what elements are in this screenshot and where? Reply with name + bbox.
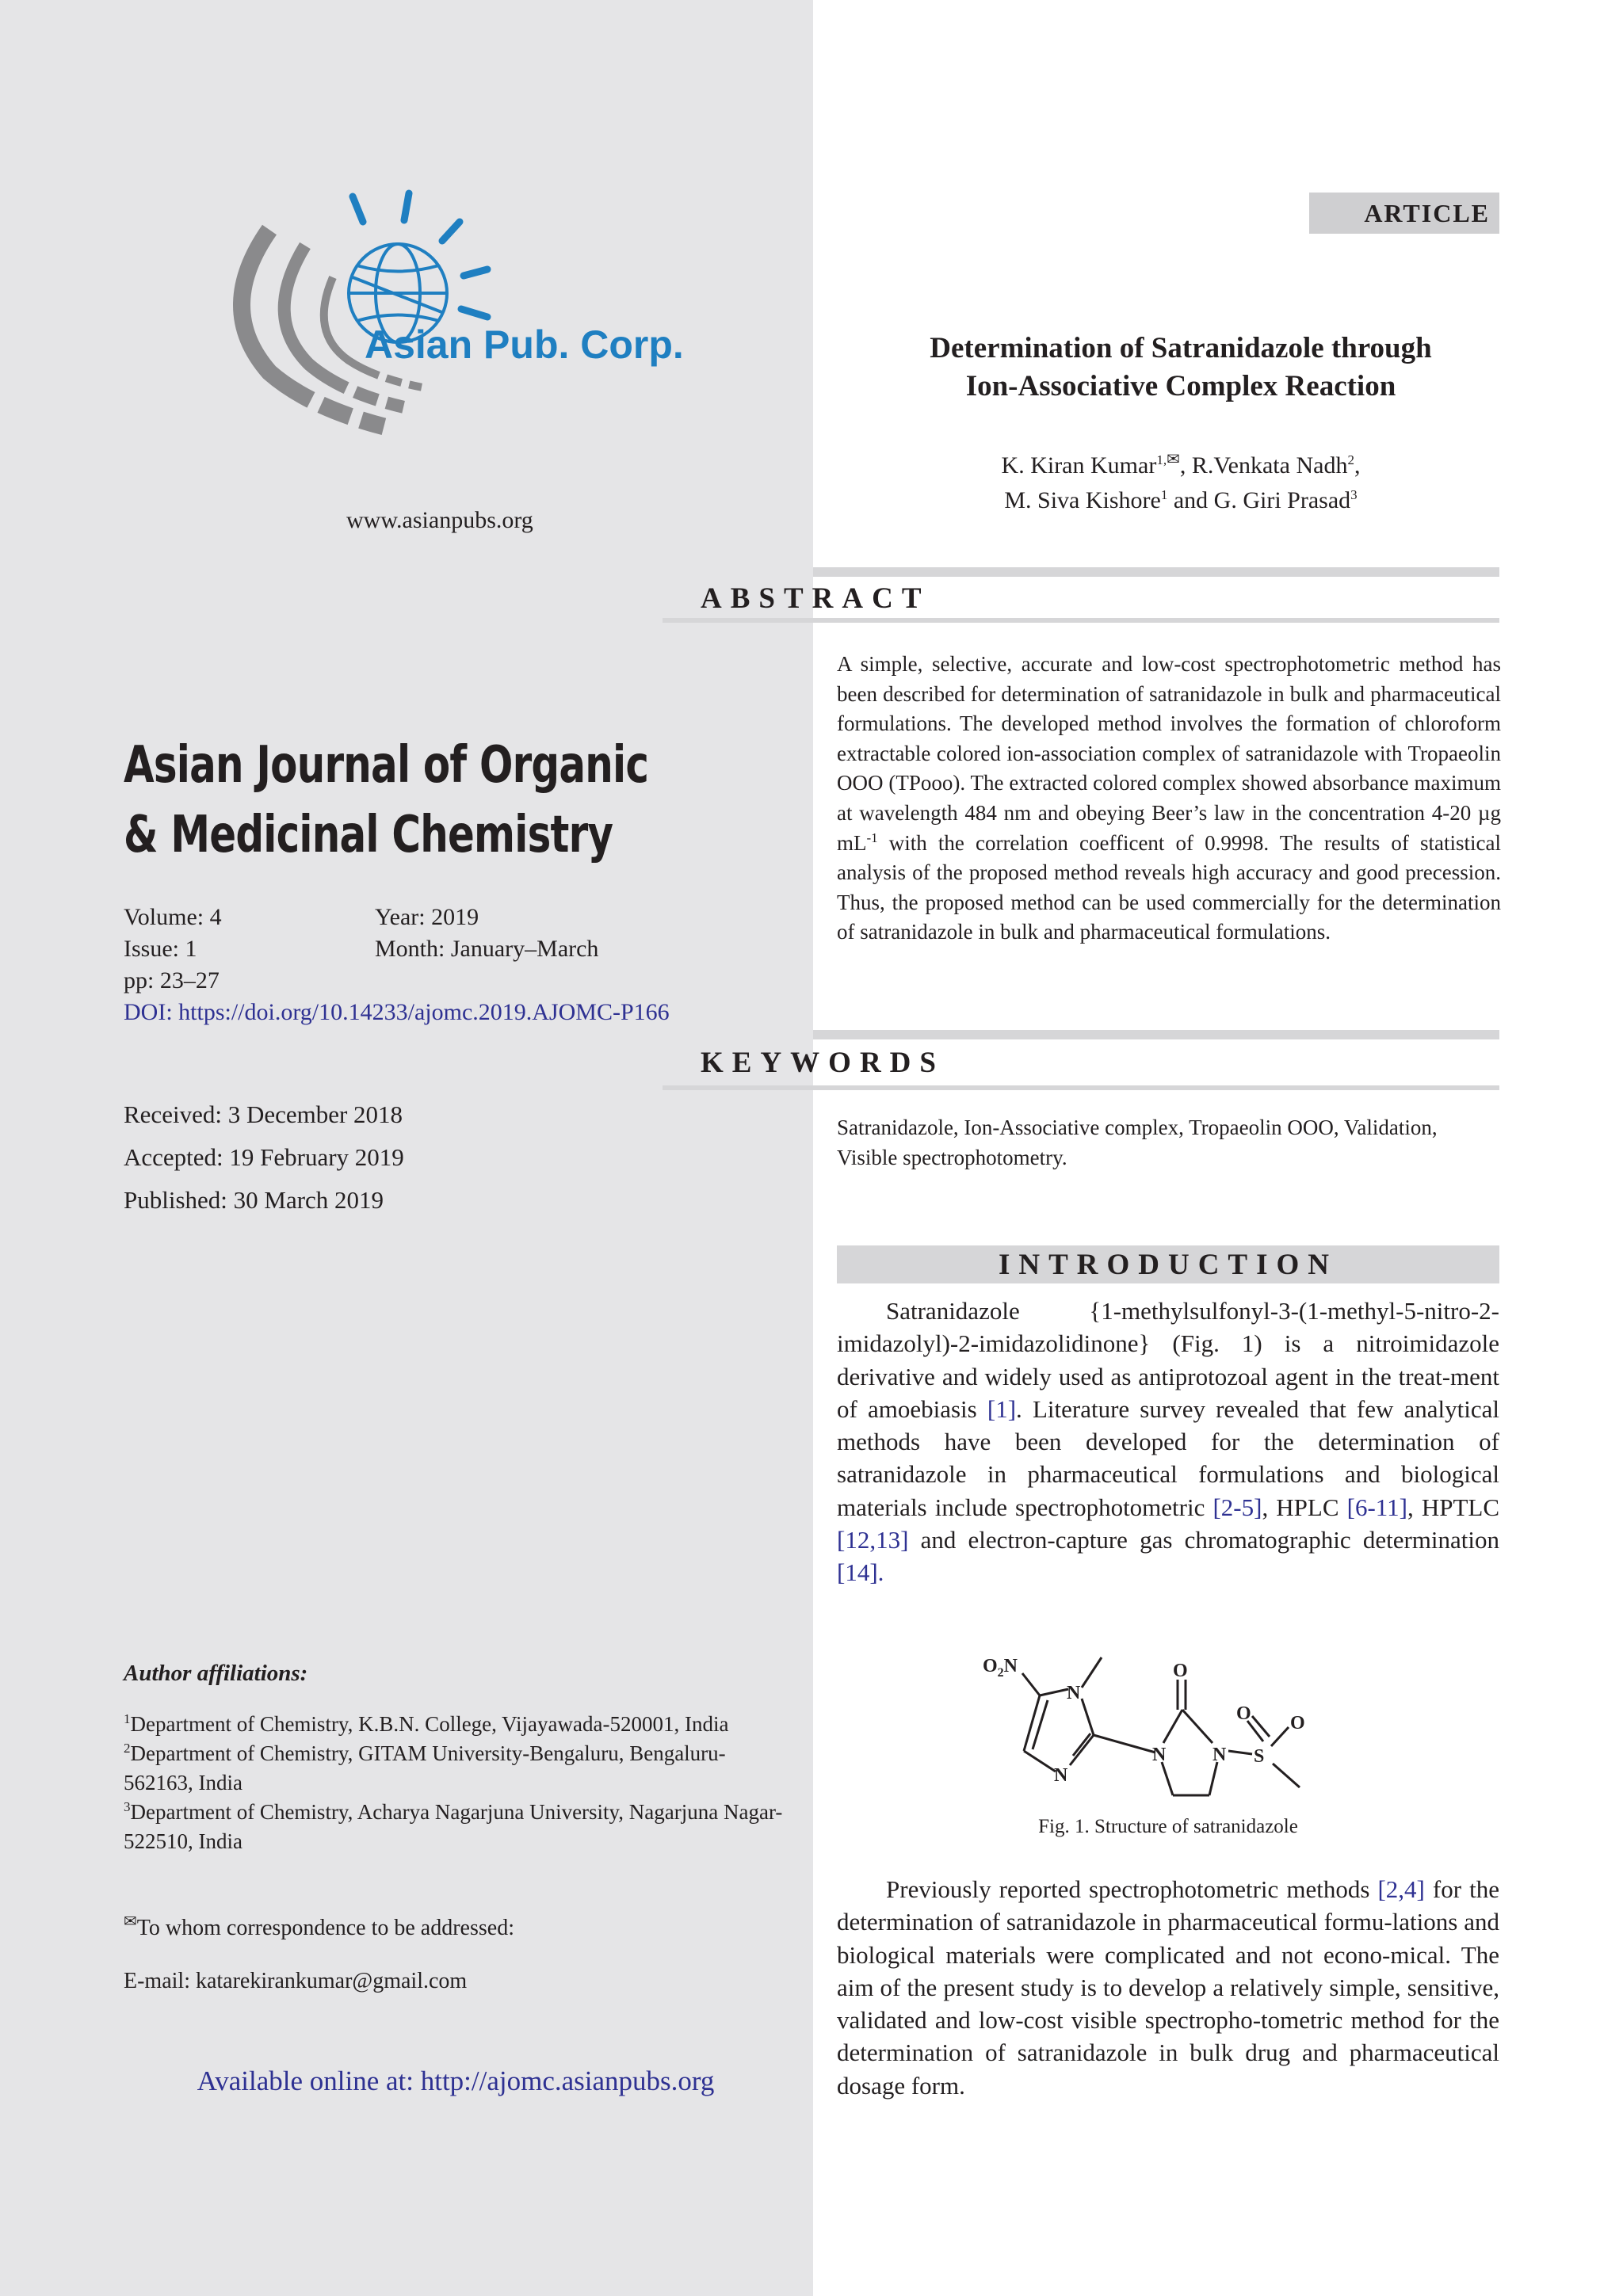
figure-caption: Fig. 1. Structure of satranidazole (1038, 1816, 1298, 1837)
author-affil-sup: 2 (1347, 452, 1354, 467)
atom-o: O (1236, 1703, 1251, 1724)
author-name: G. Giri Prasad (1213, 487, 1351, 513)
citation-link[interactable]: [2-5] (1212, 1493, 1262, 1521)
keywords-heading: KEYWORDS (701, 1047, 945, 1079)
author-name: R.Venkata Nadh (1191, 452, 1348, 479)
title-line-2: Ion-Associative Complex Reaction (965, 370, 1396, 402)
author-line-1: K. Kiran Kumar$^{1,✉}$, R.Venkata Nadh$^2$, (1001, 451, 1361, 479)
available-online-link[interactable]: Available online at: http://ajomc.asianpubs.org (197, 2065, 715, 2096)
keywords-divider (813, 1030, 1499, 1039)
journal-title-line-1: Asian Journal of Organic (124, 736, 649, 795)
envelope-icon: ✉ (124, 1913, 137, 1931)
journal-title (124, 730, 648, 870)
affiliations-heading: Author affiliations: (124, 1661, 308, 1686)
publisher-logo (214, 182, 705, 467)
citation-link[interactable]: [1] (987, 1394, 1017, 1423)
affiliation-item: $^3$Department of Chemistry, Acharya Nagarjuna University, Nagarjuna Nagar-522510, India (124, 1799, 783, 1853)
journal-month: Month: January–March (375, 936, 599, 962)
publication-dates (124, 1093, 404, 1222)
journal-year: Year: 2019 (375, 904, 479, 930)
introduction-paragraph-2: Previously reported spectrophotometric methods [2,4] for the determination of satranidazole in pharmaceutical formu-lations and biological materials were complicated and not econo-mical. The aim of the present study is to develop a relatively simple, sensitive, validated and low-cost visible spectropho-tometric method for the determination of satranidazole in bulk drug and pharmaceutical dosage form. (837, 1875, 1499, 2100)
citation-link[interactable]: [14] (837, 1558, 878, 1587)
author-affil-sup: 3 (1350, 487, 1358, 502)
author-affil-sup: 1 (1160, 487, 1168, 502)
abstract-divider (813, 567, 1499, 577)
satranidazole-structure (975, 1632, 1387, 1806)
article-title (824, 330, 1537, 406)
atom-s: S (1254, 1746, 1265, 1767)
journal-title-line-2: & Medicinal Chemistry (124, 806, 613, 864)
publisher-website[interactable]: www.asianpubs.org (346, 507, 533, 533)
journal-volume: Volume: 4 (124, 904, 222, 930)
envelope-icon: ✉ (1167, 451, 1180, 468)
keywords-divider (663, 1085, 1499, 1090)
atom-n: N (1152, 1745, 1167, 1765)
citation-link[interactable]: [2,4] (1377, 1875, 1425, 1903)
author-affil-sup: 1,✉ (1156, 451, 1180, 468)
citation-link[interactable]: [6-11] (1346, 1493, 1407, 1521)
title-line-1: Determination of Satranidazole through (930, 332, 1432, 364)
introduction-heading: INTRODUCTION (837, 1245, 1499, 1283)
article-type-badge: ARTICLE (1309, 193, 1499, 234)
correspondence-note: ✉To whom correspondence to be addressed: (124, 1913, 514, 1940)
atom-n: N (1212, 1745, 1227, 1765)
received-date: Received: 3 December 2018 (124, 1100, 403, 1128)
journal-pages: pp: 23–27 (124, 967, 220, 994)
published-date: Published: 30 March 2019 (124, 1186, 384, 1214)
atom-o: O (1173, 1661, 1188, 1681)
author-name: K. Kiran Kumar (1001, 452, 1157, 479)
atom-n: N (1054, 1765, 1068, 1786)
atom-o: O (1290, 1713, 1305, 1733)
affiliations-list (124, 1710, 783, 1856)
atom-n: N (1067, 1683, 1081, 1703)
logo-text: Asian Pub. Corp. (365, 322, 684, 367)
atom-o2n: $O_2N$ (983, 1656, 1018, 1680)
abstract-text: A simple, selective, accurate and low-cost spectrophotometric method has been described for determination of satranidazole in bulk and pharmaceutical formulations. The developed method involves the formation of chloroform extractable colored ion-association complex of satranidazole with Tropaeolin OOO (TPooo). The extracted colored complex showed absorbance maximum at wavelength 484 nm and obeying Beer’s law in the concentration 4-20 µg $mL^{-1}$ with the correlation coefficent of 0.9998. The results of statistical analysis of the proposed method reveals high accuracy and good precession. Thus, the proposed method can be used commercially for the determination of satranidazole in bulk and pharmaceutical formulations. (837, 652, 1501, 944)
doi-link[interactable]: DOI: https://doi.org/10.14233/ajomc.2019.AJOMC-P166 (124, 999, 670, 1025)
affiliation-item: $^2$Department of Chemistry, GITAM University-Bengaluru, Bengaluru-562163, India (124, 1741, 726, 1794)
author-name: M. Siva Kishore (1004, 487, 1161, 513)
keywords-text: Satranidazole, Ion-Associative complex, Tropaeolin OOO, Validation, Visible spectrophotometry. (837, 1116, 1438, 1169)
author-list (824, 448, 1537, 518)
affiliation-item: $^1$Department of Chemistry, K.B.N. College, Vijayawada-520001, India (124, 1711, 729, 1736)
abstract-heading: ABSTRACT (701, 582, 930, 615)
abstract-divider (663, 618, 1499, 623)
author-line-2: M. Siva Kishore$^1$ and G. Giri Prasad$^3$ (1004, 487, 1358, 513)
accepted-date: Accepted: 19 February 2019 (124, 1143, 404, 1171)
citation-link[interactable]: [12,13] (837, 1526, 909, 1554)
journal-issue: Issue: 1 (124, 936, 197, 962)
introduction-paragraph-1: Satranidazole {1-methylsulfonyl-3-(1-methyl-5-nitro-2-imidazolyl)-2-imidazolidinone} (Fig. 1) is a nitroimidazole derivative and widely used as antiprotozoal agent in the treat-ment of amoebiasis [1]. Literature survey revealed that few analytical methods have been developed for the determination of satranidazole in pharmaceutical formulations and biological materials include spectrophotometric [2-5], HPLC [6-11], HPTLC [12,13] and electron-capture gas chromatographic determination [14]. (837, 1297, 1499, 1587)
correspondence-email[interactable]: E-mail: katarekirankumar@gmail.com (124, 1969, 468, 1993)
